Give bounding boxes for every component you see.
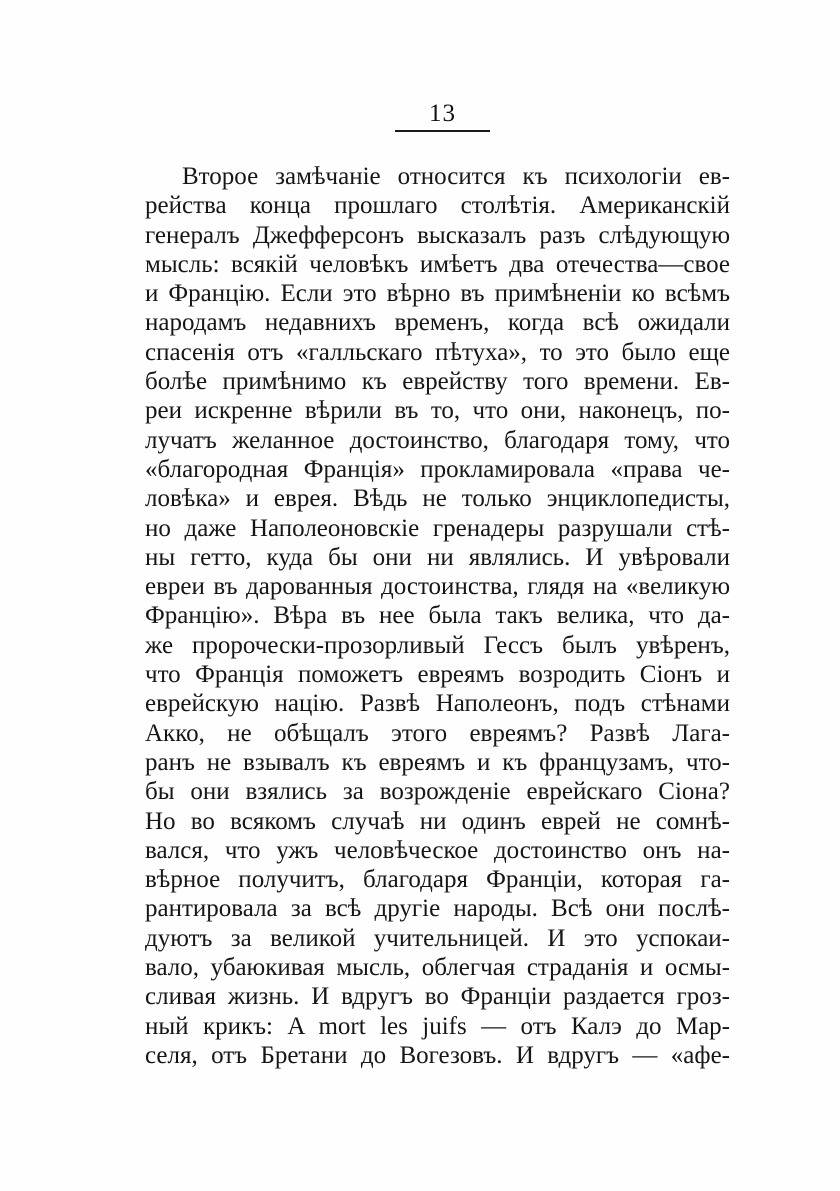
text-line: лучатъ желанное достоинство, благодаря тому, что xyxy=(145,426,730,454)
text-line: вало, убаюкивая мысль, облегчая страданія и осмы- xyxy=(145,954,730,982)
text-line: рантировала за всѣ другіе народы. Всѣ они послѣ- xyxy=(145,895,730,923)
text-line: ны гетто, куда бы они ни являлись. И увѣровали xyxy=(145,543,730,571)
text-line: спасенія отъ «галльскаго пѣтуха», то это было еще xyxy=(145,338,730,366)
body-text xyxy=(145,162,730,1070)
page-header xyxy=(395,100,490,132)
text-line: селя, отъ Бретани до Вогезовъ. И вдругъ — «афе- xyxy=(145,1041,730,1069)
text-line: вался, что ужъ человѣческое достоинство онъ на- xyxy=(145,836,730,864)
text-line: но даже Наполеоновскіе гренадеры разрушали стѣ- xyxy=(145,514,730,542)
text-line: Второе замѣчаніе относится къ психологіи ев- xyxy=(182,163,730,190)
text-line: ный крикъ: A mort les juifs — отъ Калэ до Мар- xyxy=(145,1012,730,1040)
text-line: рейства конца прошлаго столѣтія. Американскій xyxy=(145,192,730,220)
text-line: что Франція поможетъ евреямъ возродить Сіонъ и xyxy=(145,661,730,689)
text-line: Акко, не обѣщалъ этого евреямъ? Развѣ Лага- xyxy=(145,719,730,747)
text-line: бы они взялись за возрожденіе еврейскаго Сіона? xyxy=(145,778,730,806)
text-line: еврейскую націю. Развѣ Наполеонъ, подъ стѣнами xyxy=(145,690,730,718)
page-number: 13 xyxy=(429,100,456,127)
text-line: евреи въ дарованныя достоинства, глядя на «великую xyxy=(145,573,730,601)
text-line: реи искренне вѣрили въ то, что они, наконецъ, по- xyxy=(145,397,730,425)
text-line: народамъ недавнихъ временъ, когда всѣ ожидали xyxy=(145,309,730,337)
text-line: генералъ Джефферсонъ высказалъ разъ слѣдующую xyxy=(145,221,730,249)
text-line: ловѣка» и еврея. Вѣдь не только энциклопедисты, xyxy=(145,485,730,513)
text-line: ранъ не взывалъ къ евреямъ и къ французамъ, что- xyxy=(145,748,730,776)
header-rule xyxy=(395,130,490,132)
text-line: болѣе примѣнимо къ еврейству того времени. Ев- xyxy=(145,368,730,396)
text-line: дуютъ за великой учительницей. И это успокаи- xyxy=(145,924,730,952)
text-line: сливая жизнь. И вдругъ во Франціи раздается гроз- xyxy=(145,983,730,1011)
text-line: вѣрное получитъ, благодаря Франціи, которая га- xyxy=(145,866,730,894)
text-line: Францію». Вѣра въ нее была такъ велика, что да- xyxy=(145,602,730,630)
text-line: Но во всякомъ случаѣ ни одинъ еврей не сомнѣ- xyxy=(145,807,730,835)
text-line: же пророчески-прозорливый Гессъ былъ увѣренъ, xyxy=(145,631,730,659)
text-line: «благородная Франція» прокламировала «права че- xyxy=(145,455,730,483)
text-line: и Францію. Если это вѣрно въ примѣненіи ко всѣмъ xyxy=(145,280,730,308)
text-line: мысль: всякій человѣкъ имѣетъ два отечества—свое xyxy=(145,250,730,278)
